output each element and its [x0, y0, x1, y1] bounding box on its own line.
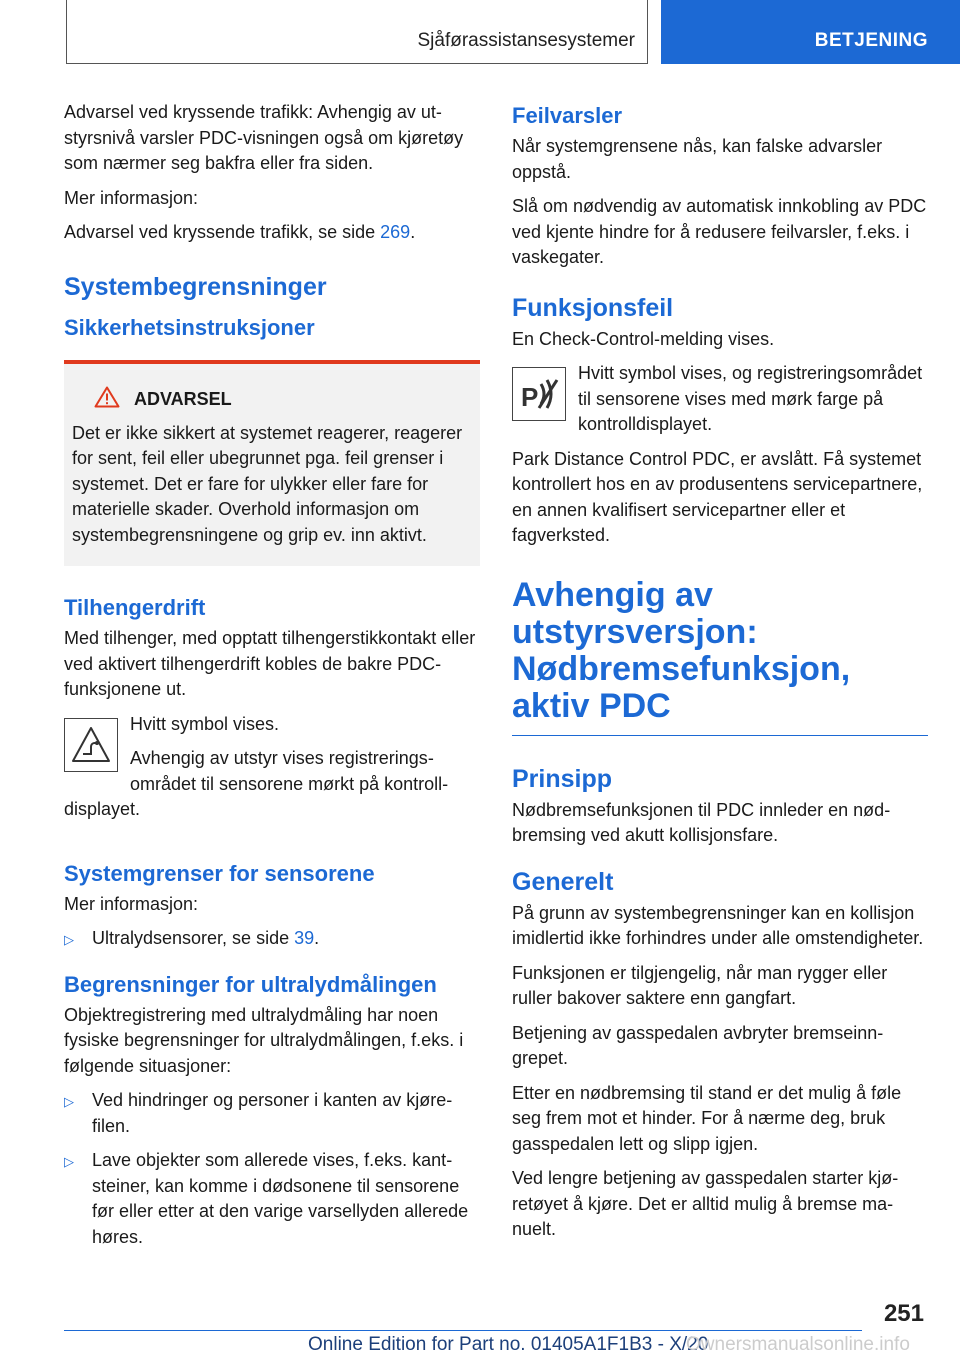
left-column [64, 100, 480, 1259]
page-number: 251 [883, 1300, 924, 1327]
paragraph: Når systemgrensene nås, kan falske advarsler oppstå. [512, 136, 883, 182]
bullet-arrow-icon: ▷ [64, 1154, 74, 1169]
paragraph: Betjening av gasspedalen avbryter bremseinngrepet. [512, 1022, 884, 1068]
header-chapter-tab [661, 0, 960, 64]
paragraph: Funksjonen er tilgjengelig, når man rygger eller ruller bakover saktere enn gangfart. [512, 962, 888, 1008]
heading-ultrasonic-limits: Begrensninger for ultralydmålingen [64, 971, 437, 997]
heading-system-limits: Systembegrensninger [64, 272, 327, 301]
footer-divider [64, 1330, 862, 1331]
right-column [512, 100, 928, 1252]
paragraph: Etter en nødbremsing til stand er det mulig å føle seg frem mot et hinder. For å nærme deg, bruk gasspedalen lett og slipp igjen. [512, 1082, 902, 1154]
edition-text: Online Edition for Part no. 01405A1F1B3 - X/20 [308, 1334, 709, 1355]
warning-box [64, 360, 480, 567]
paragraph: Hvitt symbol vises. [130, 713, 280, 734]
svg-text:P: P [521, 382, 539, 412]
list-item-end: . [314, 928, 320, 948]
paragraph: Slå om nødvendig av automatisk innkobling av PDC ved kjente hindre for å redusere feilvarsler, f.eks. i vaskegater. [512, 196, 927, 267]
paragraph: Avhengig av utstyr vises registreringsområdet til sensorene mørkt på kontrolldisplayet. [64, 748, 449, 819]
paragraph-text: Advarsel ved kryssende trafikk, se side [64, 222, 381, 242]
page-link-39[interactable]: 39 [294, 928, 315, 948]
list-item [64, 926, 480, 953]
heading-sensor-limits: Systemgrenser for sensorene [64, 860, 375, 886]
heading-malfunction: Funksjonsfeil [512, 293, 674, 322]
paragraph: Mer informasjon: [64, 187, 199, 208]
pdc-fault-icon [512, 367, 566, 421]
warning-text: Det er ikke sikkert at systemet reagerer, reagerer for sent, feil eller ubegrunnet pga. feil grenser i systemet. Det er fare for ulykker eller fare for materielle skader. Overhold informasjon om systembegrensningene og grip ev. inn aktivt. [72, 422, 463, 545]
heading-trailer-operation: Tilhengerdrift [64, 595, 206, 620]
list-item [64, 1088, 480, 1139]
list-item-text: Lave objekter som allerede vises, f.eks. kantsteiner, kan komme i dødsonene til sensorene før eller etter at den varige varsellyden allerede høres. [92, 1150, 469, 1247]
list-item-label: Ultralydsensorer, se side [92, 928, 295, 948]
list-item-text [92, 926, 319, 953]
icon-text-block [512, 361, 928, 447]
paragraph: Ved lengre betjening av gasspedalen starter kjøretøyet å kjøre. Det er alltid mulig å bremse manuelt. [512, 1168, 899, 1239]
heading-false-warnings: Feilvarsler [512, 103, 623, 128]
bullet-arrow-icon: ▷ [64, 932, 74, 947]
paragraph: Advarsel ved kryssende trafikk: Avhengig av utstyrsnivå varsler PDC-visningen også om kjøretøy som nærmer seg bakfra eller fra siden. [64, 102, 464, 173]
warning-title: ADVARSEL [134, 388, 232, 409]
bullet-arrow-icon: ▷ [64, 1094, 74, 1109]
paragraph: Nødbremsefunksjonen til PDC innleder en nødbremsing ved akutt kollisjonsfare. [512, 799, 891, 845]
list-item [64, 1148, 480, 1250]
warning-triangle-icon [94, 386, 120, 413]
warning-header [72, 386, 472, 413]
paragraph: Objektregistrering med ultralydmåling har noen fysiske begrensninger for ultralydmålingen, f.eks. i følgende situasjoner: [64, 1004, 464, 1076]
paragraph: Mer informasjon: [64, 893, 199, 914]
icon-text-block [64, 712, 480, 832]
header-section-title: Sjåførassistansesystemer [417, 30, 635, 51]
paragraph: En Check-Control-melding vises. [512, 328, 775, 349]
paragraph: Park Distance Control PDC, er avslått. Få systemet kontrollert hos en av produsentens servicepartnere, en annen kvalifisert servicepartner eller et fagverksted. [512, 448, 923, 545]
heading-safety-instructions: Sikkerhetsinstruksjoner [64, 314, 315, 340]
paragraph-with-link [64, 220, 480, 246]
divider [512, 735, 928, 736]
paragraph-end: . [410, 222, 416, 242]
heading-emergency-brake: Avhengig av utstyrsversjon: Nødbremsefunksjon, aktiv PDC [512, 575, 851, 725]
paragraph: Hvitt symbol vises, og registreringsområdet til sensorene vises med mørk farge på kontrolldisplayet. [578, 363, 923, 434]
header-chapter-title: BETJENING [814, 30, 928, 51]
paragraph: Med tilhenger, med opptatt tilhengerstikkontakt eller ved aktivert tilhengerdrift kobles de bakre PDC-funksjonene ut. [64, 628, 476, 699]
heading-principle: Prinsipp [512, 764, 613, 793]
page-link-269[interactable]: 269 [380, 222, 411, 242]
list-item-text: Ved hindringer og personer i kanten av kjørefilen. [92, 1090, 453, 1136]
watermark: Ownersmanualsonline.info [686, 1334, 910, 1355]
heading-general: Generelt [512, 867, 614, 896]
trailer-pdc-icon [64, 718, 118, 772]
header-section-box [66, 0, 648, 64]
paragraph: På grunn av systembegrensninger kan en kollisjon imidlertid ikke forhindres under alle omstendigheter. [512, 902, 924, 948]
